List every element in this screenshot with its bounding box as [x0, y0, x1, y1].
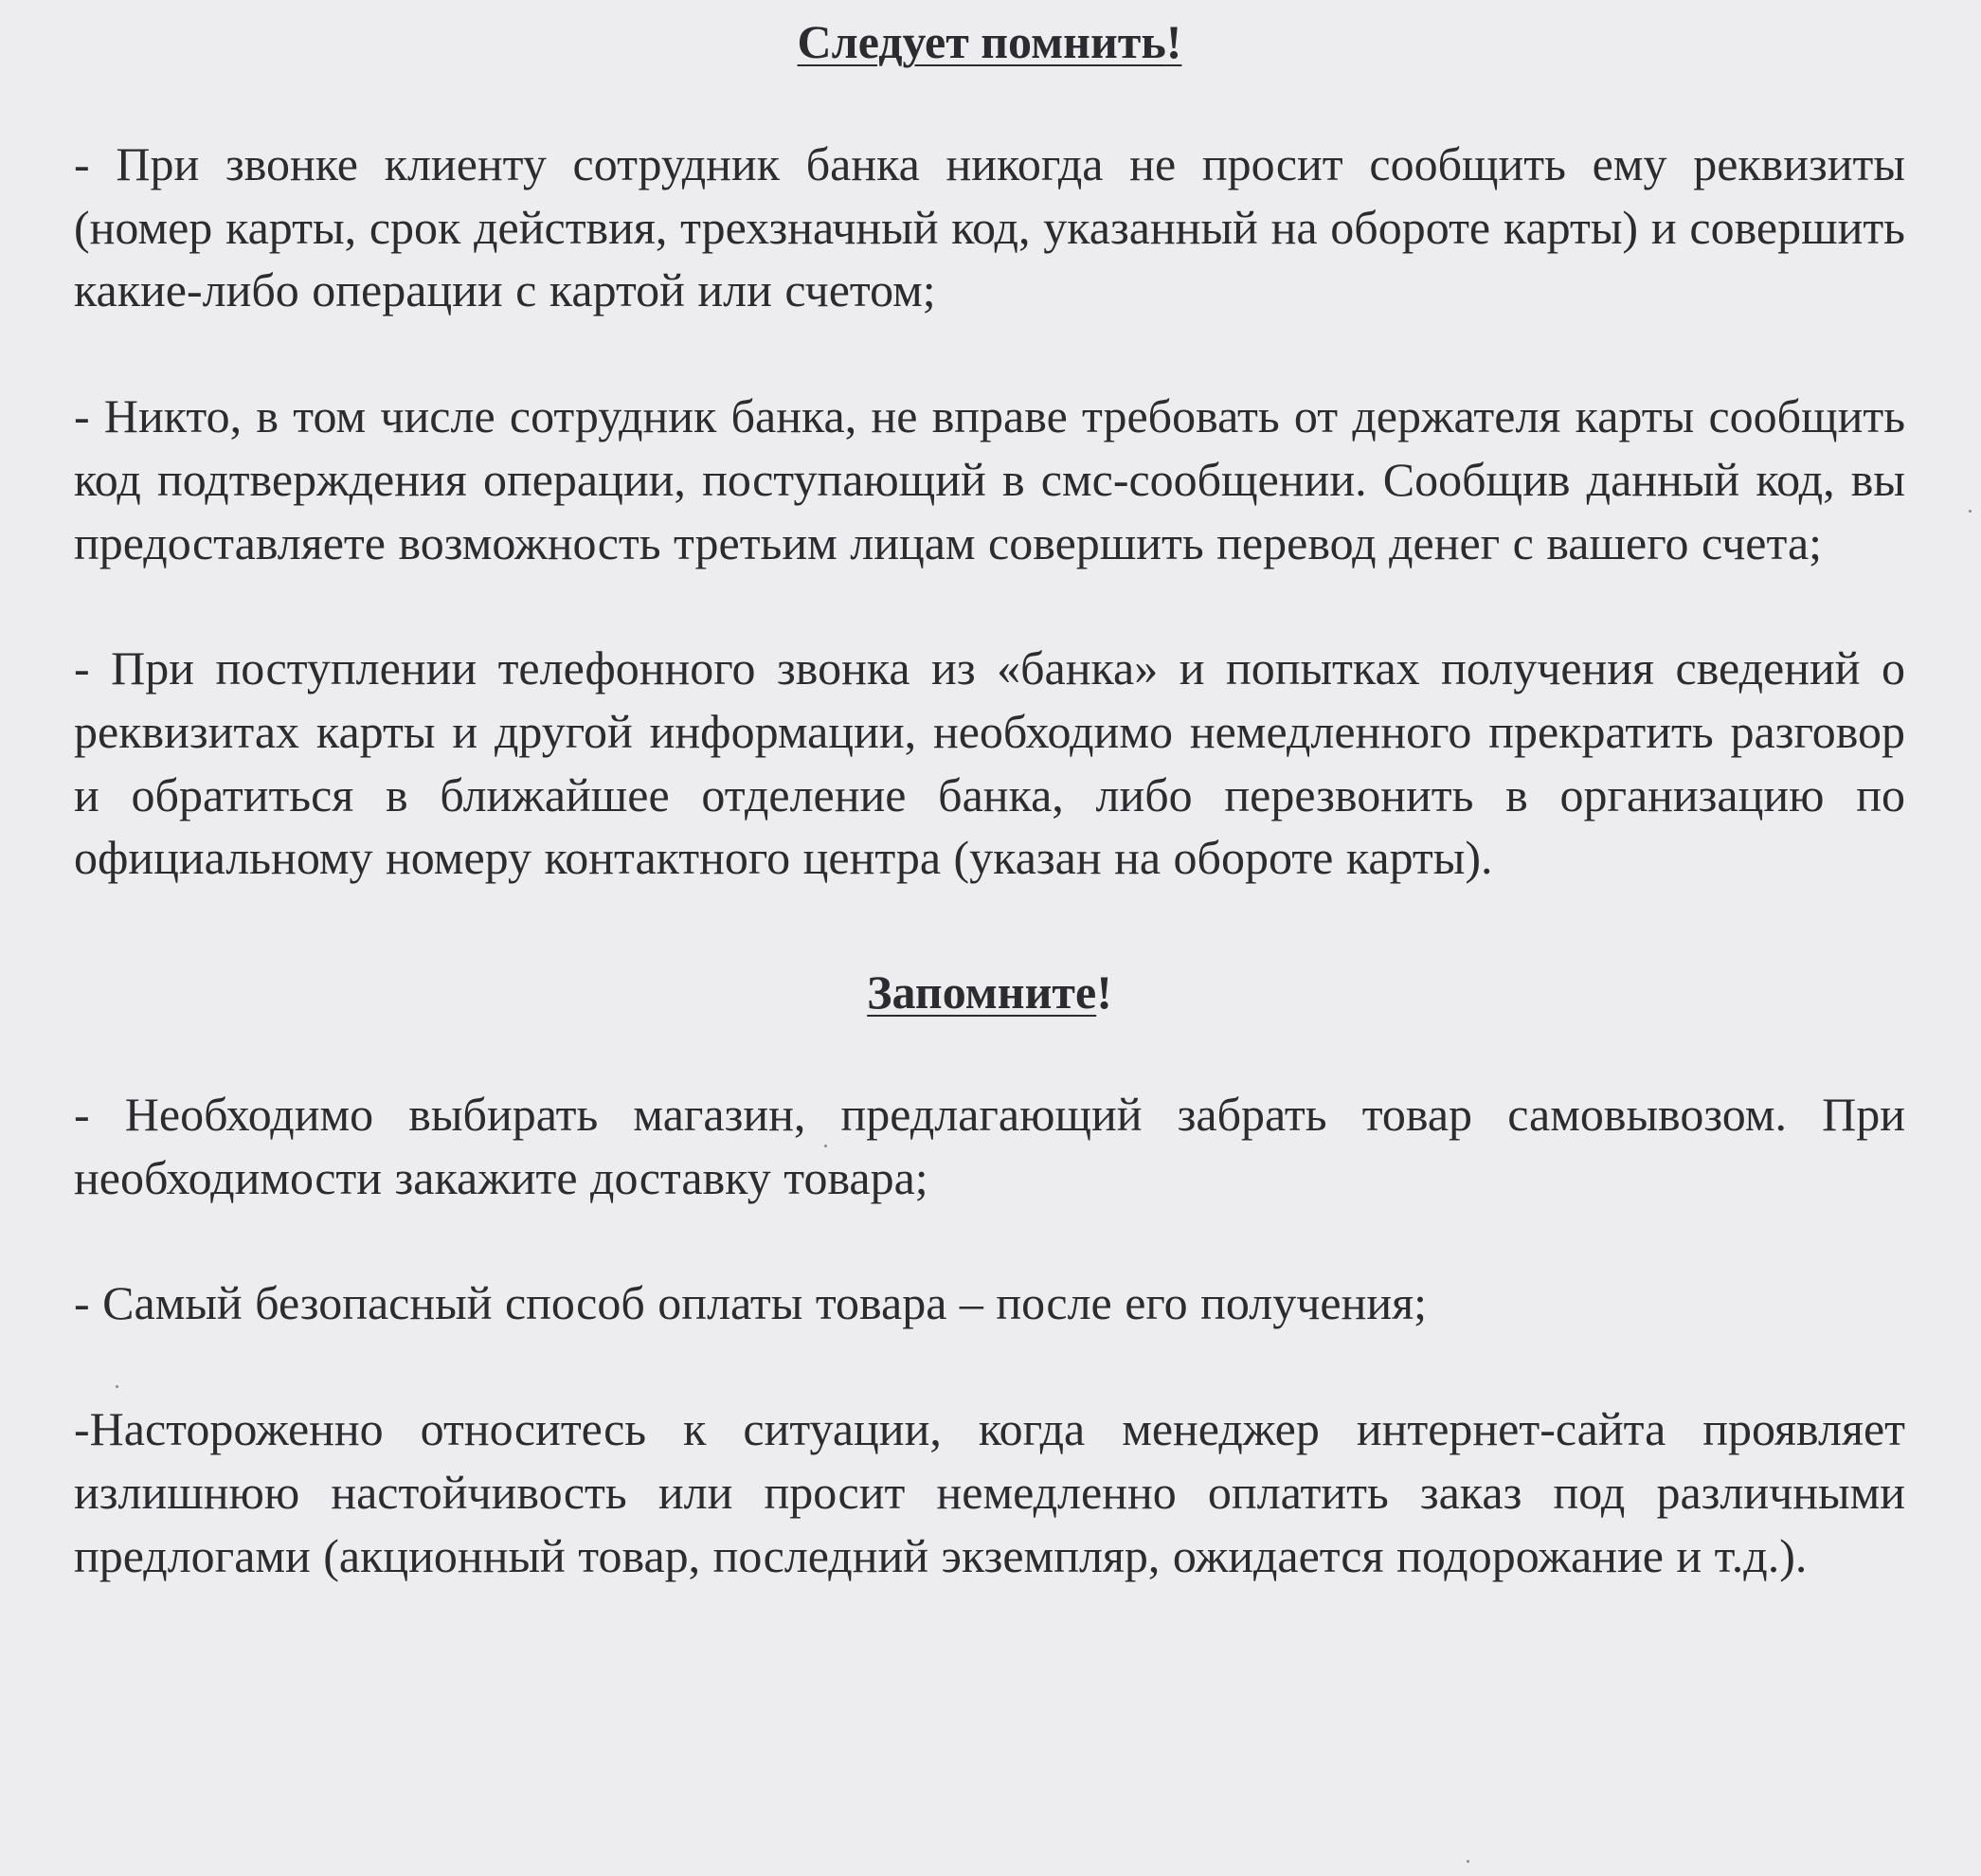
heading-remember-mark: !	[1165, 15, 1182, 68]
scan-speck	[1969, 510, 1972, 513]
paragraph-pickup: - Необходимо выбирать магазин, предлагающий забрать товар самовывозом. При необходимости закажите доставку товара;	[74, 1088, 1905, 1204]
scan-speck	[1467, 1860, 1469, 1863]
paragraph-bank-call: - При звонке клиенту сотрудник банка никогда не просит сообщить ему реквизиты (номер карты, срок действия, трехзначный код, указанный на обороте карты) и совершить какие-либо операции с картой или счетом;	[74, 137, 1905, 317]
heading-remember	[74, 11, 1905, 73]
heading-memorize-text: Запомните	[867, 965, 1097, 1019]
scan-speck	[824, 1145, 827, 1147]
paragraph-pushy-manager: -Настороженно относитесь к ситуации, когда менеджер интернет-сайта проявляет излишнюю настойчивость или просит немедленно оплатить заказ под различными предлогами (акционный товар, последний экземпляр, ожидается подорожание и т.д.).	[74, 1402, 1905, 1582]
heading-remember-text: Следует помнить	[797, 15, 1166, 68]
heading-memorize	[74, 962, 1905, 1023]
paragraph-end-call: - При поступлении телефонного звонка из «банка» и попытках получения сведений о реквизитах карты и другой информации, необходимо немедленного прекратить разговор и обратиться в ближайшее отделение банка, либо перезвонить в организацию по официальному номеру контактного центра (указан на обороте карты).	[74, 641, 1905, 885]
paragraph-sms-code: - Никто, в том числе сотрудник банка, не вправе требовать от держателя карты сообщить код подтверждения операции, поступающий в смс-сообщении. Сообщив данный код, вы предоставляете возможность третьим лицам совершить перевод денег с вашего счета;	[74, 389, 1905, 569]
paragraph-safe-payment: - Самый безопасный способ оплаты товара – после его получения;	[74, 1276, 1427, 1330]
scan-speck	[116, 1385, 118, 1388]
heading-memorize-mark: !	[1096, 965, 1112, 1019]
